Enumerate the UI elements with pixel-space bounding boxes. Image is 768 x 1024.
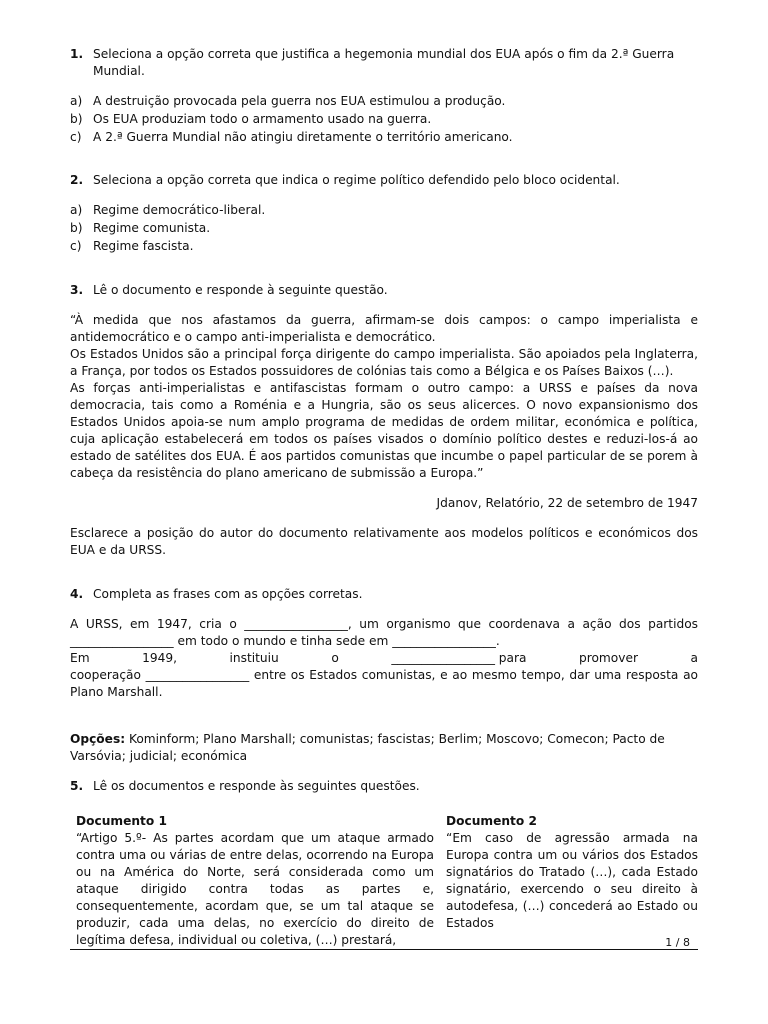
word: 1949, — [142, 651, 177, 665]
option-text: Os EUA produziam todo o armamento usado na guerra. — [93, 112, 432, 126]
question-text: Lê o documento e responde à seguinte questão. — [93, 283, 388, 297]
option-text: Regime democrático-liberal. — [93, 203, 266, 217]
word: promover — [579, 651, 638, 665]
question-text: Completa as frases com as opções corretas. — [93, 587, 363, 601]
question-3 — [70, 282, 698, 559]
option-b — [70, 220, 698, 237]
document-text: “Artigo 5.º- As partes acordam que um ataque armado contra uma ou várias de entre delas, ocorrendo na Europa ou na América do Norte, será considerada como um ataque dirigido contra todas as partes e, consequentemente, acordam que, se um tal ataque se produzir, cada uma delas, no exercício do direito de legítima defesa, individual ou coletiva, (…) prestará, — [76, 831, 434, 947]
document-title: Documento 2 — [446, 814, 537, 828]
option-a — [70, 93, 698, 110]
option-letter: b) — [70, 221, 83, 235]
option-letter: c) — [70, 239, 82, 253]
question-number: 2. — [70, 173, 84, 187]
option-letter: a) — [70, 203, 83, 217]
question-text: Seleciona a opção correta que justifica a hegemonia mundial dos EUA após o fim da 2.ª Guerra Mundial. — [93, 47, 675, 78]
option-a — [70, 202, 698, 219]
quote-paragraph: Os Estados Unidos são a principal força dirigente do campo imperialista. São apoiados pela Inglaterra, a França, por todos os Estados possuidores de colónias tais como a Bélgica e os Países Baixos (…). — [70, 347, 698, 378]
option-text: A 2.ª Guerra Mundial não atingiu diretamente o território americano. — [93, 130, 513, 144]
quoted-document — [70, 312, 698, 482]
question-number: 4. — [70, 587, 84, 601]
word: _________________ para — [391, 651, 527, 665]
quote-paragraph: As forças anti-imperialistas e antifascistas formam o outro campo: a URSS e países da nova democracia, tais como a Roménia e a Hungria, são os seus alicerces. O novo expansionismo dos Estados Unidos apoia-se num amplo programa de medidas de ordem militar, económica e política, cuja aplicação estabelecerá em todos os países visados o domínio político destes e reduzi-los-á ao estado de satélites dos EUA. É aos partidos comunistas que incumbe o papel particular de se porem à cabeça da resistência do plano americano de submissão a Europa.” — [70, 381, 698, 480]
option-c — [70, 238, 698, 255]
word: a — [690, 651, 698, 665]
option-letter: b) — [70, 112, 83, 126]
question-number: 3. — [70, 283, 84, 297]
options-label: Opções: — [70, 732, 126, 746]
options-list — [70, 93, 698, 146]
option-c — [70, 129, 698, 146]
document-2-cell — [440, 813, 698, 949]
option-b — [70, 111, 698, 128]
quote-paragraph: “À medida que nos afastamos da guerra, afirmam-se dois campos: o campo imperialista e antidemocrático e o campo anti-imperialista e democrático. — [70, 313, 698, 344]
word: Em — [70, 651, 90, 665]
worksheet-page — [70, 46, 698, 950]
question-text: Seleciona a opção correta que indica o regime político defendido pelo bloco ocidental. — [93, 173, 620, 187]
documents-table — [70, 813, 698, 950]
fill-in-sentence: A URSS, em 1947, cria o _________________, um organismo que coordenava a ação dos partidos _________________ em todo o mundo e tinha sede em _________________. — [70, 617, 698, 648]
document-title: Documento 1 — [76, 814, 167, 828]
fill-in-sentence: cooperação _________________ entre os Estados comunistas, e ao mesmo tempo, dar uma resposta ao Plano Marshall. — [70, 668, 698, 699]
question-2 — [70, 172, 698, 255]
document-source: Jdanov, Relatório, 22 de setembro de 1947 — [436, 496, 698, 510]
document-text: “Em caso de agressão armada na Europa contra um ou vários dos Estados signatários do Tratado (…), cada Estado signatário, exercendo o seu direito à autodefesa, (…) concederá ao Estado ou Estados — [446, 831, 698, 930]
question-1 — [70, 46, 698, 146]
option-letter: a) — [70, 94, 83, 108]
word: o — [331, 651, 339, 665]
question-prompt: Esclarece a posição do autor do documento relativamente aos modelos políticos e económicos dos EUA e da URSS. — [70, 526, 698, 557]
options-list — [70, 202, 698, 255]
question-number: 5. — [70, 779, 84, 793]
page-number: 1 / 8 — [665, 936, 690, 949]
option-text: Regime fascista. — [93, 239, 194, 253]
answer-options — [70, 731, 698, 765]
question-4 — [70, 586, 698, 765]
options-text: Kominform; Plano Marshall; comunistas; fascistas; Berlim; Moscovo; Comecon; Pacto de Varsóvia; judicial; económica — [70, 732, 665, 763]
document-1-cell — [70, 813, 440, 949]
option-letter: c) — [70, 130, 82, 144]
word: instituiu — [229, 651, 279, 665]
question-text: Lê os documentos e responde às seguintes questões. — [93, 779, 420, 793]
question-number: 1. — [70, 47, 84, 61]
option-text: A destruição provocada pela guerra nos EUA estimulou a produção. — [93, 94, 506, 108]
question-5 — [70, 778, 698, 950]
option-text: Regime comunista. — [93, 221, 211, 235]
fill-in-sentence — [70, 650, 698, 667]
